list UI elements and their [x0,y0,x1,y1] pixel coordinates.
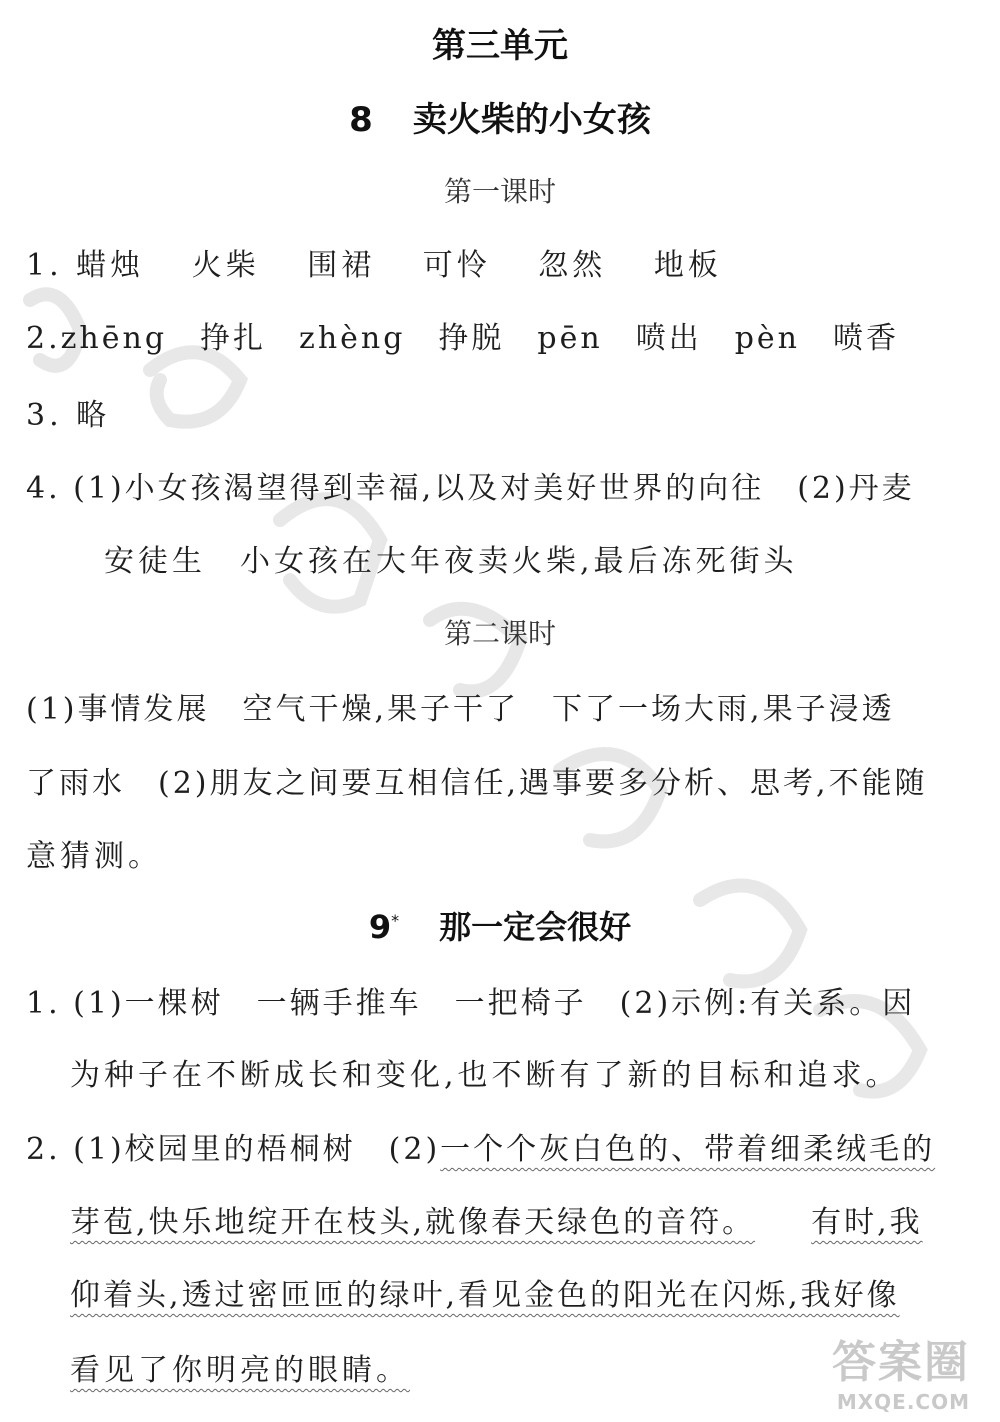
lesson-8-title: 卖火柴的小女孩 [412,100,651,140]
watermark-logo-url: MXQE.COM [836,1390,970,1414]
l9-q2-line-2-underlined: 芽苞,快乐地绽开在枝头,就像春天绿色的音符。 [70,1205,756,1240]
l8-q4-line-2: 安徒生 小女孩在大年夜卖火柴,最后冻死街头 [104,544,798,579]
l8-q1: 1. 蜡烛 火柴 围裙 可怜 忽然 地板 [26,248,722,283]
l9-q2-line-4 [70,1345,410,1389]
lesson-9-title: 那一定会很好 [439,908,632,946]
l9-q1-line-2: 为种子在不断成长和变化,也不断有了新的目标和追求。 [70,1058,900,1093]
l9-q1-line-1: 1. (1)一棵树 一辆手推车 一把椅子 (2)示例:有关系。因 [26,986,916,1021]
watermark-logo [832,1326,970,1414]
l9-q2-line-3 [70,1270,900,1314]
l9-q2-line-1-underlined: 一个个灰白色的、带着细柔绒毛的 [440,1132,936,1167]
l9-q2-line-1-plain: 2. (1)校园里的梧桐树 (2) [26,1132,441,1167]
lesson-9-number: 9 [368,908,392,946]
lesson-8-section-2-heading: 第二课时 [443,617,556,650]
l9-q2-line-1 [26,1124,935,1168]
lesson-8-section-1-heading: 第一课时 [443,175,556,208]
l9-q2-line-3-underlined: 仰着头,透过密匝匝的绿叶,看见金色的阳光在闪烁,我好像 [70,1278,900,1313]
l8-s2-line-2: 了雨水 (2)朋友之间要互相信任,遇事要多分析、思考,不能随 [26,766,928,801]
lesson-8-heading [0,92,1000,141]
l8-s2-line-1: (1)事情发展 空气干燥,果子干了 下了一场大雨,果子浸透 [26,692,895,727]
l8-q2: 2.zhēng 挣扎 zhèng 挣脱 pēn 喷出 pèn 喷香 [26,321,899,356]
l9-q2-line-4-underlined: 看见了你明亮的眼睛。 [70,1353,410,1388]
l8-q4-line-1: 4. (1)小女孩渴望得到幸福,以及对美好世界的向往 (2)丹麦 [26,471,915,506]
lesson-9-heading [0,902,1000,948]
l9-q2-line-2-underlined-2: 有时,我 [811,1205,923,1240]
lesson-8-number: 8 [349,100,373,140]
l8-s2-line-3: 意猜测。 [26,839,162,874]
l9-q2-line-2 [70,1197,923,1241]
lesson-9-optional-mark: * [391,911,400,931]
l8-q3: 3. 略 [26,398,111,433]
unit-title: 第三单元 [432,26,568,66]
watermark-logo-text: 答案圈 [832,1337,970,1388]
